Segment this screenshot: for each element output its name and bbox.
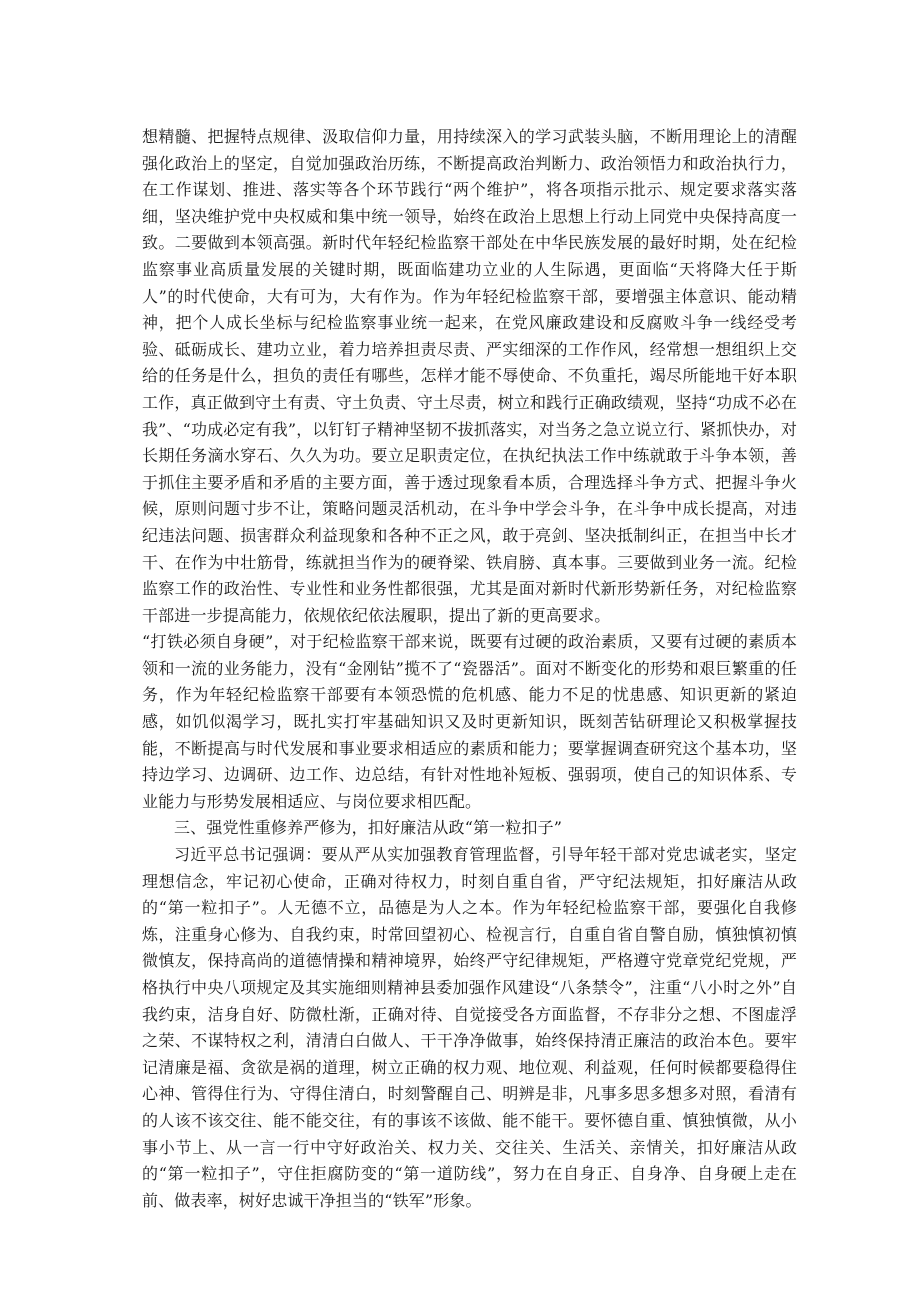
- section-heading: 三、强党性重修养严修为，扣好廉洁从政“第一粒扣子”: [174, 818, 563, 838]
- body-paragraph-2: “打铁必须自身硬”，对于纪检监察干部来说，既要有过硬的政治素质，又要有过硬的素质本领和一流的业务能力，没有“金刚钻”揽不了“瓷器活”。面对不断变化的形势和艰巨繁重的任务，作为年轻纪检监察干部要有本领恐慌的危机感、能力不足的忧患感、知识更新的紧迫感，如饥似渴学习，既扎实打牢基础知识又及时更新知识，既刻苦钻研理论又积极掌握技能，不断提高与时代发展和事业要求相适应的素质和能力；要掌握调查研究这个基本功，坚持边学习、边调研、边工作、边总结，有针对性地补短板、强弱项，使自己的知识体系、专业能力与形势发展相适应、与岗位要求相匹配。: [142, 632, 797, 811]
- body-paragraph-3: 习近平总书记强调：要从严从实加强教育管理监督，引导年轻干部对党忠诚老实，坚定理想信念，牢记初心使命，正确对待权力，时刻自重自省，严守纪法规矩，扣好廉洁从政的“第一粒扣子”。人无德不立，品德是为人之本。作为年轻纪检监察干部，要强化自我修炼，注重身心修为、自我约束，时常回望初心、检视言行，自重自省自警自励，慎独慎初慎微慎友，保持高尚的道德情操和精神境界，始终严守纪律规矩，严格遵守党章党纪党规，严格执行中央八项规定及其实施细则精神县委加强作风建设“八条禁令”，注重“八小时之外”自我约束，洁身自好、防微杜渐，正确对待、自觉接受各方面监督，不存非分之想、不图虚浮之荣、不谋特权之利，清清白白做人、干干净净做事，始终保持清正廉洁的政治本色。要牢记清廉是福、贪欲是祸的道理，树立正确的权力观、地位观、利益观，任何时候都要稳得住心神、管得住行为、守得住清白，时刻警醒自己、明辨是非，凡事多思多想多对照，看清有的人该不该交往、能不能交往，有的事该不该做、能不能干。要怀德自重、慎独慎微，从小事小节上、从一言一行中守好政治关、权力关、交往关、生活关、亲情关，扣好廉洁从政的“第一粒扣子”，守住拒腐防变的“第一道防线”，努力在自身正、自身净、自身硬上走在前、做表率，树好忠诚干净担当的“铁军”形象。: [142, 845, 797, 1210]
- document-page: [142, 124, 797, 1214]
- body-paragraph-1: 想精髓、把握特点规律、汲取信仰力量，用持续深入的学习武装头脑，不断用理论上的清醒强化政治上的坚定，自觉加强政治历练，不断提高政治判断力、政治领悟力和政治执行力，在工作谋划、推进、落实等各个环节践行“两个维护”，将各项指示批示、规定要求落实落细，坚决维护党中央权威和集中统一领导，始终在政治上思想上行动上同党中央保持高度一致。二要做到本领高强。新时代年轻纪检监察干部处在中华民族发展的最好时期，处在纪检监察事业高质量发展的关键时期，既面临建功立业的人生际遇，更面临“天将降大任于斯人”的时代使命，大有可为，大有作为。作为年轻纪检监察干部，要增强主体意识、能动精神，把个人成长坐标与纪检监察事业统一起来，在党风廉政建设和反腐败斗争一线经受考验、砥砺成长、建功立业，着力培养担责尽责、严实细深的工作作风，经常想一想组织上交给的任务是什么，担负的责任有哪些，怎样才能不辱使命、不负重托，竭尽所能地干好本职工作，真正做到守土有责、守土负责、守土尽责，树立和践行正确政绩观，坚持“功成不必在我”、“功成必定有我”，以钉钉子精神坚韧不拔抓落实，对当务之急立说立行、紧抓快办，对长期任务滴水穿石、久久为功。要立足职责定位，在执纪执法工作中练就敢于斗争本领，善于抓住主要矛盾和矛盾的主要方面，善于透过现象看本质，合理选择斗争方式、把握斗争火候，原则问题寸步不让，策略问题灵活机动，在斗争中学会斗争，在斗争中成长提高，对违纪违法问题、损害群众利益现象和各种不正之风，敢于亮剑、坚决抵制纠正，在担当中长才干、在作为中壮筋骨，练就担当作为的硬脊梁、铁肩膀、真本事。三要做到业务一流。纪检监察工作的政治性、专业性和业务性都很强，尤其是面对新时代新形势新任务，对纪检监察干部进一步提高能力，依规依纪依法履职，提出了新的更高要求。: [142, 127, 797, 625]
